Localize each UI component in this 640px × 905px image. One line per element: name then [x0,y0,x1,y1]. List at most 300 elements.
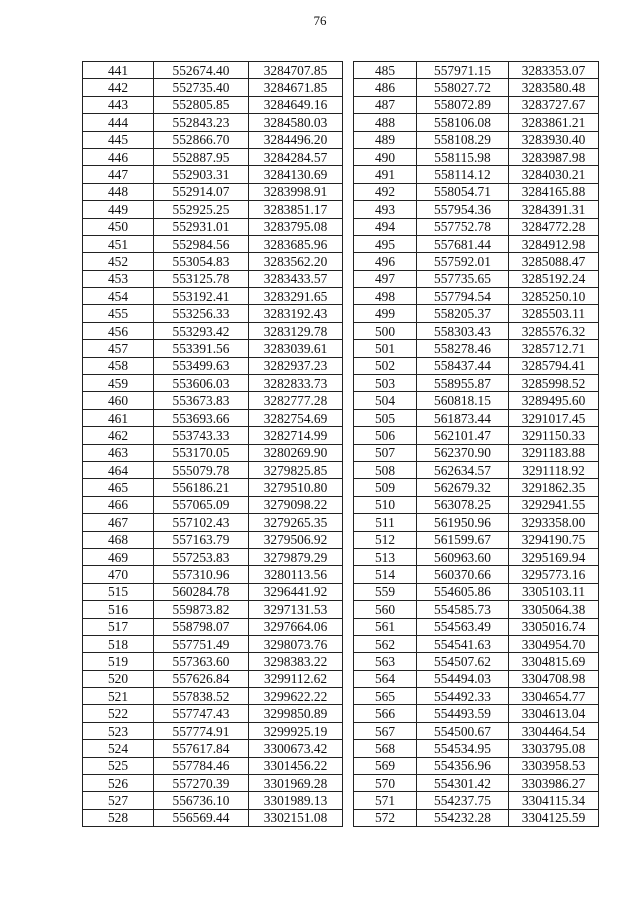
point-number-cell: 570 [354,775,417,792]
y-coordinate-cell: 3284772.28 [509,218,599,235]
x-coordinate-cell: 558072.89 [417,96,509,113]
y-coordinate-cell: 3280113.56 [249,566,343,583]
table-row [83,496,343,513]
table-row [354,340,599,357]
point-number-cell: 454 [83,288,154,305]
point-number-cell: 461 [83,409,154,426]
point-number-cell: 445 [83,131,154,148]
table-row [83,62,343,79]
y-coordinate-cell: 3305016.74 [509,618,599,635]
x-coordinate-cell: 552866.70 [154,131,249,148]
y-coordinate-cell: 3283998.91 [249,183,343,200]
table-row [354,288,599,305]
table-row [83,566,343,583]
point-number-cell: 512 [354,531,417,548]
x-coordinate-cell: 552843.23 [154,114,249,131]
y-coordinate-cell: 3283192.43 [249,305,343,322]
point-number-cell: 463 [83,444,154,461]
x-coordinate-cell: 553170.05 [154,444,249,461]
x-coordinate-cell: 557065.09 [154,496,249,513]
point-number-cell: 457 [83,340,154,357]
table-row [354,757,599,774]
y-coordinate-cell: 3305064.38 [509,601,599,618]
table-row [354,357,599,374]
y-coordinate-cell: 3304125.59 [509,809,599,826]
y-coordinate-cell: 3304654.77 [509,688,599,705]
point-number-cell: 506 [354,427,417,444]
x-coordinate-cell: 557751.49 [154,635,249,652]
point-number-cell: 513 [354,548,417,565]
x-coordinate-cell: 558054.71 [417,183,509,200]
x-coordinate-cell: 562679.32 [417,479,509,496]
table-row [354,270,599,287]
y-coordinate-cell: 3283039.61 [249,340,343,357]
point-number-cell: 514 [354,566,417,583]
x-coordinate-cell: 554492.33 [417,688,509,705]
y-coordinate-cell: 3282754.69 [249,409,343,426]
x-coordinate-cell: 552914.07 [154,183,249,200]
y-coordinate-cell: 3299925.19 [249,722,343,739]
point-number-cell: 509 [354,479,417,496]
x-coordinate-cell: 554541.63 [417,635,509,652]
y-coordinate-cell: 3284649.16 [249,96,343,113]
y-coordinate-cell: 3304464.54 [509,722,599,739]
point-number-cell: 561 [354,618,417,635]
point-number-cell: 507 [354,444,417,461]
x-coordinate-cell: 554507.62 [417,653,509,670]
table-row [354,809,599,826]
table-row [354,601,599,618]
table-row [83,792,343,809]
x-coordinate-cell: 557592.01 [417,253,509,270]
x-coordinate-cell: 557735.65 [417,270,509,287]
table-row [354,96,599,113]
y-coordinate-cell: 3282937.23 [249,357,343,374]
y-coordinate-cell: 3280269.90 [249,444,343,461]
x-coordinate-cell: 558437.44 [417,357,509,374]
y-coordinate-cell: 3304708.98 [509,670,599,687]
x-coordinate-cell: 554534.95 [417,740,509,757]
y-coordinate-cell: 3279098.22 [249,496,343,513]
point-number-cell: 511 [354,514,417,531]
x-coordinate-cell: 553054.83 [154,253,249,270]
table-row [83,235,343,252]
x-coordinate-cell: 554494.03 [417,670,509,687]
y-coordinate-cell: 3285088.47 [509,253,599,270]
point-number-cell: 466 [83,496,154,513]
point-number-cell: 450 [83,218,154,235]
y-coordinate-cell: 3283930.40 [509,131,599,148]
point-number-cell: 517 [83,618,154,635]
point-number-cell: 527 [83,792,154,809]
point-number-cell: 568 [354,740,417,757]
point-number-cell: 449 [83,201,154,218]
table-row [83,427,343,444]
point-number-cell: 459 [83,375,154,392]
table-row [83,357,343,374]
x-coordinate-cell: 557838.52 [154,688,249,705]
point-number-cell: 510 [354,496,417,513]
x-coordinate-cell: 563078.25 [417,496,509,513]
y-coordinate-cell: 3291118.92 [509,461,599,478]
point-number-cell: 495 [354,235,417,252]
x-coordinate-cell: 557626.84 [154,670,249,687]
y-coordinate-cell: 3283795.08 [249,218,343,235]
x-coordinate-cell: 557310.96 [154,566,249,583]
point-number-cell: 524 [83,740,154,757]
y-coordinate-cell: 3279879.29 [249,548,343,565]
x-coordinate-cell: 553293.42 [154,322,249,339]
point-number-cell: 560 [354,601,417,618]
y-coordinate-cell: 3283291.65 [249,288,343,305]
x-coordinate-cell: 553192.41 [154,288,249,305]
x-coordinate-cell: 554237.75 [417,792,509,809]
table-row [354,583,599,600]
point-number-cell: 444 [83,114,154,131]
table-row [354,166,599,183]
y-coordinate-cell: 3296441.92 [249,583,343,600]
point-number-cell: 493 [354,201,417,218]
x-coordinate-cell: 561873.44 [417,409,509,426]
table-row [354,461,599,478]
y-coordinate-cell: 3304613.04 [509,705,599,722]
y-coordinate-cell: 3279825.85 [249,461,343,478]
y-coordinate-cell: 3299622.22 [249,688,343,705]
point-number-cell: 571 [354,792,417,809]
y-coordinate-cell: 3301456.22 [249,757,343,774]
table-row [354,114,599,131]
table-row [354,792,599,809]
point-number-cell: 501 [354,340,417,357]
table-row [83,409,343,426]
x-coordinate-cell: 552925.25 [154,201,249,218]
y-coordinate-cell: 3291183.88 [509,444,599,461]
x-coordinate-cell: 554500.67 [417,722,509,739]
x-coordinate-cell: 552887.95 [154,148,249,165]
point-number-cell: 572 [354,809,417,826]
x-coordinate-cell: 557794.54 [417,288,509,305]
table-row [83,688,343,705]
y-coordinate-cell: 3304954.70 [509,635,599,652]
table-row [83,201,343,218]
x-coordinate-cell: 553673.83 [154,392,249,409]
y-coordinate-cell: 3294190.75 [509,531,599,548]
x-coordinate-cell: 560818.15 [417,392,509,409]
table-row [83,96,343,113]
table-row [83,253,343,270]
y-coordinate-cell: 3285503.11 [509,305,599,322]
x-coordinate-cell: 554605.86 [417,583,509,600]
x-coordinate-cell: 558278.46 [417,340,509,357]
point-number-cell: 447 [83,166,154,183]
x-coordinate-cell: 558106.08 [417,114,509,131]
y-coordinate-cell: 3291150.33 [509,427,599,444]
y-coordinate-cell: 3279510.80 [249,479,343,496]
y-coordinate-cell: 3279506.92 [249,531,343,548]
point-number-cell: 470 [83,566,154,583]
x-coordinate-cell: 552805.85 [154,96,249,113]
y-coordinate-cell: 3299850.89 [249,705,343,722]
table-row [354,775,599,792]
table-row [354,427,599,444]
y-coordinate-cell: 3285192.24 [509,270,599,287]
y-coordinate-cell: 3298383.22 [249,653,343,670]
point-number-cell: 448 [83,183,154,200]
y-coordinate-cell: 3283727.67 [509,96,599,113]
y-coordinate-cell: 3291017.45 [509,409,599,426]
x-coordinate-cell: 552903.31 [154,166,249,183]
point-number-cell: 528 [83,809,154,826]
table-row [83,322,343,339]
table-row [354,235,599,252]
table-row [83,809,343,826]
y-coordinate-cell: 3304815.69 [509,653,599,670]
table-row [354,566,599,583]
x-coordinate-cell: 557270.39 [154,775,249,792]
x-coordinate-cell: 558798.07 [154,618,249,635]
table-row [83,375,343,392]
table-row [354,444,599,461]
table-row [354,131,599,148]
coordinates-table-right [353,61,599,827]
x-coordinate-cell: 561599.67 [417,531,509,548]
coordinates-table-left [82,61,343,827]
y-coordinate-cell: 3301969.28 [249,775,343,792]
point-number-cell: 451 [83,235,154,252]
x-coordinate-cell: 556736.10 [154,792,249,809]
table-row [83,148,343,165]
x-coordinate-cell: 562634.57 [417,461,509,478]
table-row [354,618,599,635]
table-row [83,166,343,183]
y-coordinate-cell: 3284284.57 [249,148,343,165]
y-coordinate-cell: 3284580.03 [249,114,343,131]
x-coordinate-cell: 557774.91 [154,722,249,739]
point-number-cell: 567 [354,722,417,739]
y-coordinate-cell: 3284130.69 [249,166,343,183]
point-number-cell: 469 [83,548,154,565]
table-row [83,131,343,148]
point-number-cell: 455 [83,305,154,322]
point-number-cell: 485 [354,62,417,79]
point-number-cell: 508 [354,461,417,478]
y-coordinate-cell: 3284912.98 [509,235,599,252]
point-number-cell: 499 [354,305,417,322]
x-coordinate-cell: 562101.47 [417,427,509,444]
x-coordinate-cell: 558205.37 [417,305,509,322]
point-number-cell: 504 [354,392,417,409]
point-number-cell: 520 [83,670,154,687]
table-row [83,461,343,478]
y-coordinate-cell: 3283129.78 [249,322,343,339]
x-coordinate-cell: 558027.72 [417,79,509,96]
y-coordinate-cell: 3283353.07 [509,62,599,79]
x-coordinate-cell: 555079.78 [154,461,249,478]
y-coordinate-cell: 3295169.94 [509,548,599,565]
point-number-cell: 563 [354,653,417,670]
table-row [354,79,599,96]
x-coordinate-cell: 557752.78 [417,218,509,235]
y-coordinate-cell: 3279265.35 [249,514,343,531]
x-coordinate-cell: 554301.42 [417,775,509,792]
point-number-cell: 559 [354,583,417,600]
x-coordinate-cell: 560284.78 [154,583,249,600]
point-number-cell: 503 [354,375,417,392]
point-number-cell: 566 [354,705,417,722]
y-coordinate-cell: 3283685.96 [249,235,343,252]
table-row [354,375,599,392]
table-row [83,270,343,287]
table-row [354,705,599,722]
table-row [83,114,343,131]
y-coordinate-cell: 3291862.35 [509,479,599,496]
page-number: 76 [313,13,327,28]
y-coordinate-cell: 3298073.76 [249,635,343,652]
point-number-cell: 523 [83,722,154,739]
x-coordinate-cell: 559873.82 [154,601,249,618]
x-coordinate-cell: 557954.36 [417,201,509,218]
y-coordinate-cell: 3302151.08 [249,809,343,826]
point-number-cell: 488 [354,114,417,131]
x-coordinate-cell: 557102.43 [154,514,249,531]
table-row [83,444,343,461]
y-coordinate-cell: 3282777.28 [249,392,343,409]
point-number-cell: 464 [83,461,154,478]
point-number-cell: 526 [83,775,154,792]
point-number-cell: 467 [83,514,154,531]
y-coordinate-cell: 3305103.11 [509,583,599,600]
y-coordinate-cell: 3293358.00 [509,514,599,531]
table-row [83,670,343,687]
table-row [83,583,343,600]
table-row [83,635,343,652]
table-row [83,218,343,235]
point-number-cell: 515 [83,583,154,600]
table-row [83,775,343,792]
point-number-cell: 518 [83,635,154,652]
table-row [354,740,599,757]
point-number-cell: 468 [83,531,154,548]
y-coordinate-cell: 3284030.21 [509,166,599,183]
table-row [83,183,343,200]
table-row [83,653,343,670]
x-coordinate-cell: 554585.73 [417,601,509,618]
y-coordinate-cell: 3284496.20 [249,131,343,148]
x-coordinate-cell: 560370.66 [417,566,509,583]
y-coordinate-cell: 3285998.52 [509,375,599,392]
table-row [83,305,343,322]
table-row [354,62,599,79]
y-coordinate-cell: 3295773.16 [509,566,599,583]
y-coordinate-cell: 3303958.53 [509,757,599,774]
table-row [83,340,343,357]
point-number-cell: 441 [83,62,154,79]
point-number-cell: 498 [354,288,417,305]
point-number-cell: 521 [83,688,154,705]
y-coordinate-cell: 3283562.20 [249,253,343,270]
y-coordinate-cell: 3289495.60 [509,392,599,409]
point-number-cell: 489 [354,131,417,148]
y-coordinate-cell: 3283580.48 [509,79,599,96]
y-coordinate-cell: 3297664.06 [249,618,343,635]
point-number-cell: 460 [83,392,154,409]
point-number-cell: 565 [354,688,417,705]
y-coordinate-cell: 3284671.85 [249,79,343,96]
point-number-cell: 462 [83,427,154,444]
table-row [354,183,599,200]
table-row [354,688,599,705]
x-coordinate-cell: 553606.03 [154,375,249,392]
x-coordinate-cell: 552984.56 [154,235,249,252]
y-coordinate-cell: 3297131.53 [249,601,343,618]
x-coordinate-cell: 553125.78 [154,270,249,287]
x-coordinate-cell: 554563.49 [417,618,509,635]
y-coordinate-cell: 3284391.31 [509,201,599,218]
point-number-cell: 525 [83,757,154,774]
x-coordinate-cell: 557363.60 [154,653,249,670]
table-row [83,722,343,739]
table-row [83,531,343,548]
point-number-cell: 497 [354,270,417,287]
x-coordinate-cell: 562370.90 [417,444,509,461]
point-number-cell: 569 [354,757,417,774]
x-coordinate-cell: 554232.28 [417,809,509,826]
y-coordinate-cell: 3282833.73 [249,375,343,392]
x-coordinate-cell: 553499.63 [154,357,249,374]
x-coordinate-cell: 558115.98 [417,148,509,165]
y-coordinate-cell: 3283851.17 [249,201,343,218]
table-row [83,705,343,722]
table-row [83,288,343,305]
y-coordinate-cell: 3284165.88 [509,183,599,200]
y-coordinate-cell: 3299112.62 [249,670,343,687]
point-number-cell: 453 [83,270,154,287]
x-coordinate-cell: 553743.33 [154,427,249,444]
y-coordinate-cell: 3300673.42 [249,740,343,757]
point-number-cell: 519 [83,653,154,670]
table-row [354,514,599,531]
x-coordinate-cell: 553693.66 [154,409,249,426]
table-row [354,253,599,270]
x-coordinate-cell: 552931.01 [154,218,249,235]
table-row [354,148,599,165]
point-number-cell: 564 [354,670,417,687]
point-number-cell: 487 [354,96,417,113]
point-number-cell: 496 [354,253,417,270]
x-coordinate-cell: 554493.59 [417,705,509,722]
point-number-cell: 491 [354,166,417,183]
x-coordinate-cell: 557681.44 [417,235,509,252]
table-row [354,670,599,687]
table-row [83,618,343,635]
point-number-cell: 505 [354,409,417,426]
x-coordinate-cell: 552735.40 [154,79,249,96]
table-row [354,479,599,496]
table-row [83,601,343,618]
x-coordinate-cell: 561950.96 [417,514,509,531]
table-row [83,79,343,96]
table-row [354,531,599,548]
table-row [83,740,343,757]
point-number-cell: 446 [83,148,154,165]
point-number-cell: 452 [83,253,154,270]
x-coordinate-cell: 556186.21 [154,479,249,496]
table-row [354,322,599,339]
x-coordinate-cell: 558114.12 [417,166,509,183]
table-row [83,548,343,565]
point-number-cell: 492 [354,183,417,200]
y-coordinate-cell: 3285794.41 [509,357,599,374]
